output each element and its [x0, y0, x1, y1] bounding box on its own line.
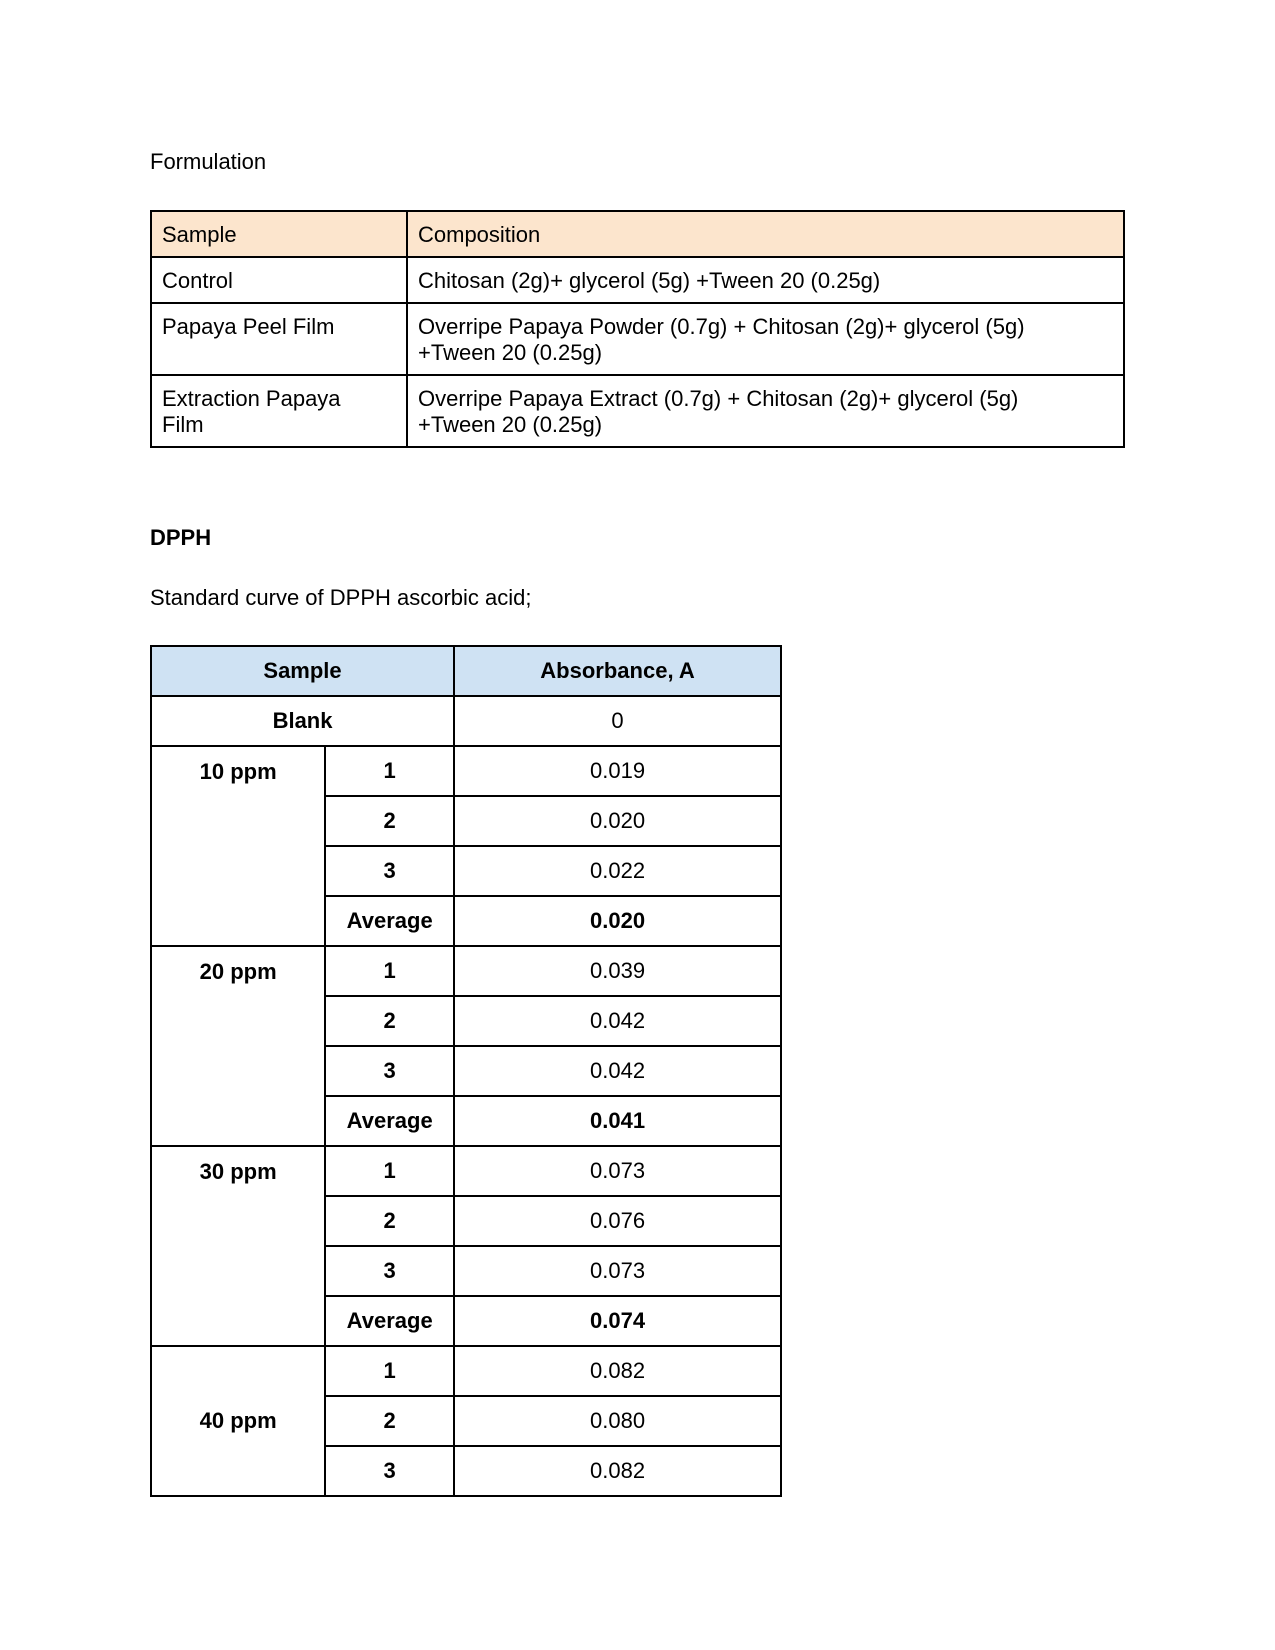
average-value: 0.020 [454, 896, 781, 946]
sample-line: Film [162, 412, 204, 437]
average-label: Average [325, 1296, 454, 1346]
absorbance-value: 0 [454, 696, 781, 746]
average-value: 0.074 [454, 1296, 781, 1346]
formulation-composition-cell: Chitosan (2g)+ glycerol (5g) +Tween 20 (0.25g) [407, 257, 1124, 303]
concentration-label: 20 ppm [151, 946, 325, 1146]
dpph-header-sample: Sample [151, 646, 454, 696]
table-row [151, 375, 1124, 447]
replicate-label: 1 [325, 946, 454, 996]
blank-label: Blank [151, 696, 454, 746]
table-row [151, 257, 1124, 303]
replicate-label: 2 [325, 996, 454, 1046]
formulation-table [150, 210, 1125, 448]
absorbance-value: 0.022 [454, 846, 781, 896]
dpph-heading: DPPH [150, 525, 212, 550]
absorbance-value: 0.076 [454, 1196, 781, 1246]
formulation-sample-cell: Control [151, 257, 407, 303]
concentration-label: 10 ppm [151, 746, 325, 946]
replicate-label: 3 [325, 1446, 454, 1496]
composition-line: +Tween 20 (0.25g) [418, 412, 603, 437]
dpph-absorbance-table [150, 645, 782, 1497]
table-row [151, 303, 1124, 375]
replicate-label: 2 [325, 1196, 454, 1246]
absorbance-value: 0.039 [454, 946, 781, 996]
standard-curve-caption: Standard curve of DPPH ascorbic acid; [150, 585, 532, 610]
average-label: Average [325, 1096, 454, 1146]
replicate-label: 1 [325, 1346, 454, 1396]
table-row [151, 746, 781, 796]
concentration-label: 40 ppm [151, 1346, 325, 1496]
table-row [151, 1146, 781, 1196]
replicate-label: 2 [325, 796, 454, 846]
composition-line: +Tween 20 (0.25g) [418, 340, 603, 365]
replicate-label: 1 [325, 1146, 454, 1196]
average-label: Average [325, 896, 454, 946]
absorbance-value: 0.019 [454, 746, 781, 796]
formulation-header-sample: Sample [151, 211, 407, 257]
sample-line: Extraction Papaya [162, 386, 341, 411]
absorbance-value: 0.080 [454, 1396, 781, 1446]
formulation-heading: Formulation [150, 149, 267, 174]
replicate-label: 1 [325, 746, 454, 796]
absorbance-value: 0.073 [454, 1246, 781, 1296]
replicate-label: 3 [325, 1046, 454, 1096]
absorbance-value: 0.082 [454, 1346, 781, 1396]
absorbance-value: 0.020 [454, 796, 781, 846]
dpph-header-absorbance: Absorbance, A [454, 646, 781, 696]
average-value: 0.041 [454, 1096, 781, 1146]
table-row [151, 696, 781, 746]
formulation-composition-cell [407, 375, 1124, 447]
absorbance-value: 0.042 [454, 996, 781, 1046]
replicate-label: 2 [325, 1396, 454, 1446]
formulation-sample-cell: Papaya Peel Film [151, 303, 407, 375]
composition-line: Overripe Papaya Powder (0.7g) + Chitosan (2g)+ glycerol (5g) [418, 314, 1025, 339]
absorbance-value: 0.082 [454, 1446, 781, 1496]
absorbance-value: 0.073 [454, 1146, 781, 1196]
formulation-header-composition: Composition [407, 211, 1124, 257]
concentration-label: 30 ppm [151, 1146, 325, 1346]
absorbance-value: 0.042 [454, 1046, 781, 1096]
table-row [151, 1346, 781, 1396]
formulation-header-row [151, 211, 1124, 257]
table-row [151, 946, 781, 996]
replicate-label: 3 [325, 846, 454, 896]
formulation-sample-cell [151, 375, 407, 447]
composition-line: Overripe Papaya Extract (0.7g) + Chitosan (2g)+ glycerol (5g) [418, 386, 1019, 411]
replicate-label: 3 [325, 1246, 454, 1296]
dpph-header-row [151, 646, 781, 696]
formulation-composition-cell [407, 303, 1124, 375]
